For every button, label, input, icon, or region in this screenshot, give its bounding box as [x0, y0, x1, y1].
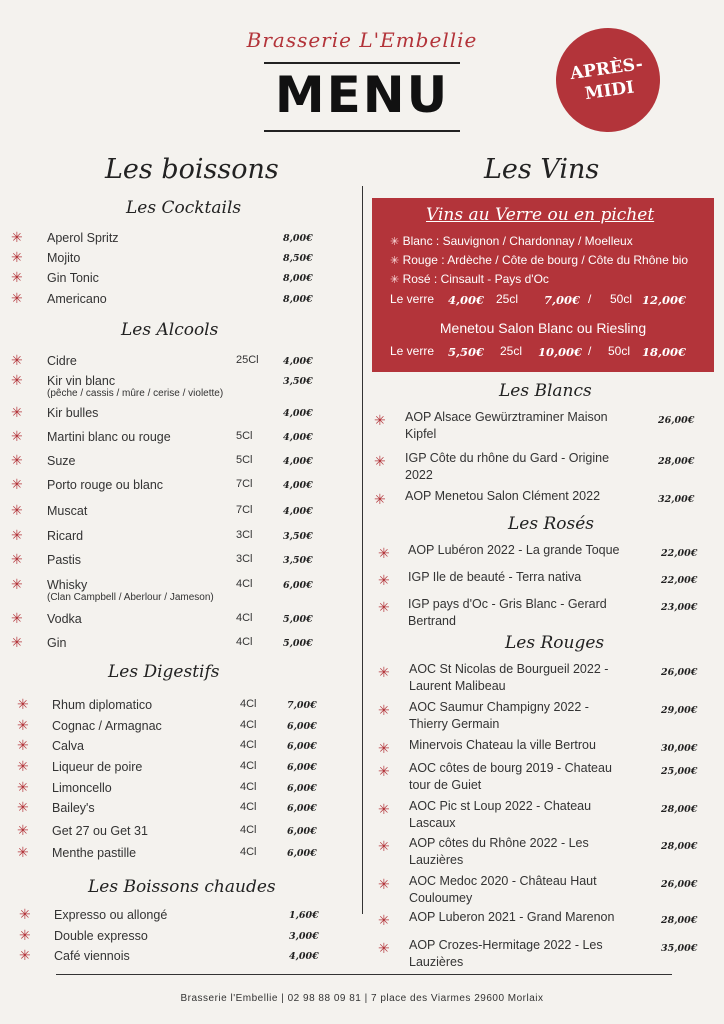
- footer-contact: Brasserie l'Embellie | 02 98 88 09 81 | 7 place des Viarmes 29600 Morlaix: [180, 993, 544, 1004]
- menu-item-name: Liqueur de poire: [52, 760, 143, 774]
- asterisk-icon: ✳: [11, 576, 23, 592]
- menu-item-volume: 4Cl: [240, 781, 257, 793]
- wine-price: 25,00€: [661, 766, 698, 777]
- menu-item-price: 3,00€: [289, 931, 319, 942]
- digestifs-title: Les Digestifs: [108, 662, 220, 682]
- page-title: MENU: [274, 66, 450, 124]
- asterisk-icon: ✳: [378, 572, 390, 588]
- asterisk-icon: ✳: [17, 799, 29, 815]
- menu-item-price: 1,60€: [289, 910, 319, 921]
- wine-name-line1: IGP Ile de beauté - Terra nativa: [408, 570, 582, 584]
- menetou-line: Menetou Salon Blanc ou Riesling: [439, 320, 647, 336]
- vins-title: Les Vins: [484, 154, 600, 185]
- menu-item-price: 6,00€: [287, 783, 317, 794]
- asterisk-icon: ✳: [378, 702, 390, 718]
- verre-row1-vol3: 50cl: [610, 292, 633, 306]
- menu-item-volume: 7Cl: [236, 478, 253, 490]
- asterisk-icon: ✳: [11, 404, 23, 420]
- menu-item-name: Porto rouge ou blanc: [47, 478, 164, 492]
- menu-item-price: 6,00€: [287, 762, 317, 773]
- wine-name-line2: Lascaux: [409, 816, 456, 830]
- wine-price: 32,00€: [658, 494, 695, 505]
- asterisk-icon: ✳: [19, 906, 31, 922]
- wine-name-line2: Couloumey: [409, 891, 473, 905]
- menu-item-price: 5,00€: [283, 614, 313, 625]
- menu-item-volume: 5Cl: [236, 430, 253, 442]
- menu-item-price: 3,50€: [283, 376, 313, 387]
- wine-price: 26,00€: [658, 415, 695, 426]
- menu-item-name: Americano: [47, 292, 107, 306]
- menu-item-name: Kir bulles: [47, 406, 99, 420]
- wine-name-line2: Laurent Malibeau: [409, 679, 506, 693]
- asterisk-icon: ✳: [374, 412, 386, 428]
- verre-row2-vol2: 25cl: [500, 344, 523, 358]
- wine-price: 26,00€: [661, 667, 698, 678]
- menu-item-volume: 25Cl: [236, 354, 259, 366]
- verre-rose-text: Rosé : Cinsault - Pays d'Oc: [402, 272, 549, 286]
- verre-row1-price1: 4,00€: [448, 293, 485, 307]
- wine-name-line1: AOP Crozes-Hermitage 2022 - Les: [409, 938, 603, 952]
- wine-name-line2: Thierry Germain: [409, 717, 500, 731]
- asterisk-icon: ✳: [378, 545, 390, 561]
- asterisk-icon: ✳: [11, 610, 23, 626]
- chaudes-title: Les Boissons chaudes: [88, 877, 276, 897]
- asterisk-icon: ✳: [11, 352, 23, 368]
- verre-row1-price3: 12,00€: [642, 293, 687, 307]
- asterisk-icon: ✳: [17, 737, 29, 753]
- asterisk-icon: ✳: [378, 599, 390, 615]
- menu-item-price: 4,00€: [283, 456, 313, 467]
- menu-item-name: Get 27 ou Get 31: [52, 824, 148, 838]
- asterisk-icon: ✳: [11, 229, 23, 245]
- menu-item-name: Cognac / Armagnac: [52, 719, 162, 733]
- asterisk-icon: ✳: [374, 453, 386, 469]
- wine-price: 28,00€: [661, 841, 698, 852]
- title-bottom-rule: [264, 130, 460, 132]
- wine-name-line1: AOP Alsace Gewürztraminer Maison: [405, 410, 608, 424]
- wine-name-line1: IGP Côte du rhône du Gard - Origine: [405, 451, 610, 465]
- asterisk-icon: ✳: [17, 822, 29, 838]
- wine-price: 28,00€: [658, 456, 695, 467]
- asterisk-icon: ✳: [11, 372, 23, 388]
- menu-item-price: 6,00€: [287, 803, 317, 814]
- menu-item-price: 3,50€: [283, 555, 313, 566]
- asterisk-icon: ✳: [378, 664, 390, 680]
- wine-name-line2: tour de Guiet: [409, 778, 482, 792]
- wine-price: 23,00€: [661, 602, 698, 613]
- menu-item-volume: 4Cl: [236, 636, 253, 648]
- verre-rouge-text: Rouge : Ardèche / Côte de bourg / Côte du Rhône bio: [402, 253, 689, 267]
- menu-item-price: 4,00€: [289, 951, 319, 962]
- verre-row1-price2: 7,00€: [544, 293, 581, 307]
- asterisk-icon: ✳: [378, 763, 390, 779]
- wine-name-line1: AOP côtes du Rhône 2022 - Les: [409, 836, 589, 850]
- menu-item-name: Limoncello: [52, 781, 112, 795]
- menu-item-name: Muscat: [47, 504, 88, 518]
- menu-item-name: Aperol Spritz: [47, 231, 119, 245]
- menu-item-name: Suze: [47, 454, 76, 468]
- wine-name-line2: Lauzières: [409, 955, 464, 969]
- menu-item-volume: 5Cl: [236, 454, 253, 466]
- asterisk-icon: ✳: [390, 255, 400, 267]
- menu-item-volume: 4Cl: [240, 760, 257, 772]
- menu-item-name: Café viennois: [54, 949, 130, 963]
- vins-au-verre-title: Vins au Verre ou en pichet: [426, 205, 655, 225]
- verre-blanc-text: Blanc : Sauvignon / Chardonnay / Moelleux: [402, 234, 633, 248]
- menu-item-name: Gin: [47, 636, 67, 650]
- wine-price: 28,00€: [661, 915, 698, 926]
- asterisk-icon: ✳: [374, 491, 386, 507]
- verre-row2-sep: /: [588, 344, 592, 358]
- title-top-rule: [264, 62, 460, 64]
- menu-item-volume: 7Cl: [236, 504, 253, 516]
- verre-row2-vol3: 50cl: [608, 344, 631, 358]
- verre-line-rose: [390, 272, 549, 286]
- wine-price: 22,00€: [661, 548, 698, 559]
- badge-line-2: MIDI: [583, 77, 636, 105]
- verre-row2-price3: 18,00€: [642, 345, 687, 359]
- menu-item-price: 8,00€: [283, 273, 313, 284]
- menu-item-volume: 4Cl: [240, 739, 257, 751]
- menu-item-name: Double expresso: [54, 929, 148, 943]
- menu-item-price: 8,00€: [283, 233, 313, 244]
- wine-name-line1: AOC Saumur Champigny 2022 -: [409, 700, 589, 714]
- menu-item-name: Mojito: [47, 251, 81, 265]
- menu-item-name: Kir vin blanc: [47, 374, 116, 388]
- menu-item-name: Gin Tonic: [47, 271, 99, 285]
- asterisk-icon: ✳: [19, 947, 31, 963]
- roses-title: Les Rosés: [508, 514, 595, 534]
- wine-name-line2: 2022: [405, 468, 433, 482]
- menu-item-price: 4,00€: [283, 506, 313, 517]
- menu-item-name: Bailey's: [52, 801, 95, 815]
- column-divider: [362, 186, 363, 914]
- brand-name: Brasserie L'Embellie: [246, 28, 478, 52]
- menu-item-name: Pastis: [47, 553, 82, 567]
- alcools-title: Les Alcools: [121, 320, 219, 340]
- menu-item-volume: 4Cl: [240, 719, 257, 731]
- menu-item-volume: 4Cl: [236, 612, 253, 624]
- blancs-title: Les Blancs: [499, 381, 592, 401]
- asterisk-icon: ✳: [11, 634, 23, 650]
- asterisk-icon: ✳: [11, 527, 23, 543]
- asterisk-icon: ✳: [11, 249, 23, 265]
- asterisk-icon: ✳: [390, 274, 400, 286]
- verre-row2-label: Le verre: [390, 344, 435, 358]
- asterisk-icon: ✳: [11, 269, 23, 285]
- menu-item-price: 6,00€: [287, 721, 317, 732]
- asterisk-icon: ✳: [17, 717, 29, 733]
- asterisk-icon: ✳: [378, 838, 390, 854]
- menu-item-price: 4,00€: [283, 408, 313, 419]
- menu-item-price: 6,00€: [283, 580, 313, 591]
- wine-name-line1: AOC côtes de bourg 2019 - Chateau: [409, 761, 612, 775]
- wine-name-line1: Minervois Chateau la ville Bertrou: [409, 738, 596, 752]
- menu-item-price: 6,00€: [287, 826, 317, 837]
- asterisk-icon: ✳: [11, 428, 23, 444]
- asterisk-icon: ✳: [11, 476, 23, 492]
- asterisk-icon: ✳: [378, 740, 390, 756]
- asterisk-icon: ✳: [390, 236, 400, 248]
- cocktails-title: Les Cocktails: [126, 198, 242, 218]
- wine-price: 30,00€: [661, 743, 698, 754]
- wine-name-line2: Kipfel: [405, 427, 437, 441]
- menu-item-name: Martini blanc ou rouge: [47, 430, 171, 444]
- verre-row1-vol2: 25cl: [496, 292, 519, 306]
- menu-item-note: (Clan Campbell / Aberlour / Jameson): [47, 592, 214, 603]
- rouges-title: Les Rouges: [505, 633, 605, 653]
- badge-line-1: APRÈS-: [568, 54, 645, 85]
- menu-item-volume: 4Cl: [240, 824, 257, 836]
- asterisk-icon: ✳: [11, 452, 23, 468]
- wine-name-line1: AOC St Nicolas de Bourgueil 2022 -: [409, 662, 609, 676]
- verre-row2-price2: 10,00€: [538, 345, 583, 359]
- verre-line-blanc: [390, 234, 633, 248]
- vins-au-verre-box: [372, 198, 714, 372]
- menu-item-price: 5,00€: [283, 638, 313, 649]
- verre-row2-price1: 5,50€: [448, 345, 485, 359]
- menu-item-name: Calva: [52, 739, 84, 753]
- asterisk-icon: ✳: [17, 758, 29, 774]
- wine-name-line1: AOC Medoc 2020 - Château Haut: [409, 874, 597, 888]
- wine-name-line1: IGP pays d'Oc - Gris Blanc - Gerard: [408, 597, 607, 611]
- menu-item-name: Expresso ou allongé: [54, 908, 168, 922]
- asterisk-icon: ✳: [378, 940, 390, 956]
- menu-item-price: 4,00€: [283, 432, 313, 443]
- menu-item-price: 4,00€: [283, 356, 313, 367]
- menu-item-price: 4,00€: [283, 480, 313, 491]
- wine-name-line1: AOP Menetou Salon Clément 2022: [405, 489, 601, 503]
- bottom-rule: [56, 974, 672, 975]
- menu-item-name: Menthe pastille: [52, 846, 137, 860]
- menu-item-price: 8,50€: [283, 253, 313, 264]
- menu-item-volume: 4Cl: [240, 801, 257, 813]
- asterisk-icon: ✳: [11, 551, 23, 567]
- asterisk-icon: ✳: [17, 844, 29, 860]
- asterisk-icon: ✳: [378, 912, 390, 928]
- asterisk-icon: ✳: [17, 696, 29, 712]
- menu-item-name: Whisky: [47, 578, 88, 592]
- wine-price: 22,00€: [661, 575, 698, 586]
- asterisk-icon: ✳: [378, 801, 390, 817]
- wine-name-line1: AOP Lubéron 2022 - La grande Toque: [408, 543, 620, 557]
- boissons-title: Les boissons: [105, 154, 279, 185]
- menu-item-price: 7,00€: [287, 700, 317, 711]
- menu-item-note: (pêche / cassis / mûre / cerise / violette): [47, 388, 224, 399]
- menu-item-price: 8,00€: [283, 294, 313, 305]
- asterisk-icon: ✳: [19, 927, 31, 943]
- menu-item-volume: 3Cl: [236, 553, 253, 565]
- asterisk-icon: ✳: [17, 779, 29, 795]
- verre-row1-sep: /: [588, 292, 592, 306]
- asterisk-icon: ✳: [11, 502, 23, 518]
- menu-item-volume: 4Cl: [240, 698, 257, 710]
- wine-price: 28,00€: [661, 804, 698, 815]
- wine-name-line2: Bertrand: [408, 614, 456, 628]
- wine-name-line1: AOP Luberon 2021 - Grand Marenon: [409, 910, 615, 924]
- verre-row1-label: Le verre: [390, 292, 435, 306]
- menu-item-volume: 4Cl: [240, 846, 257, 858]
- wine-price: 35,00€: [661, 943, 698, 954]
- asterisk-icon: ✳: [11, 290, 23, 306]
- wine-name-line2: Lauzières: [409, 853, 464, 867]
- menu-item-name: Cidre: [47, 354, 77, 368]
- menu-item-price: 3,50€: [283, 531, 313, 542]
- menu-item-name: Vodka: [47, 612, 82, 626]
- menu-item-price: 6,00€: [287, 848, 317, 859]
- wine-price: 26,00€: [661, 879, 698, 890]
- menu-item-volume: 4Cl: [236, 578, 253, 590]
- asterisk-icon: ✳: [378, 876, 390, 892]
- menu-item-name: Rhum diplomatico: [52, 698, 153, 712]
- menu-item-name: Ricard: [47, 529, 84, 543]
- wine-price: 29,00€: [661, 705, 698, 716]
- menu-item-volume: 3Cl: [236, 529, 253, 541]
- wine-name-line1: AOC Pic st Loup 2022 - Chateau: [409, 799, 592, 813]
- menu-item-price: 6,00€: [287, 741, 317, 752]
- verre-line-rouge: [390, 253, 688, 267]
